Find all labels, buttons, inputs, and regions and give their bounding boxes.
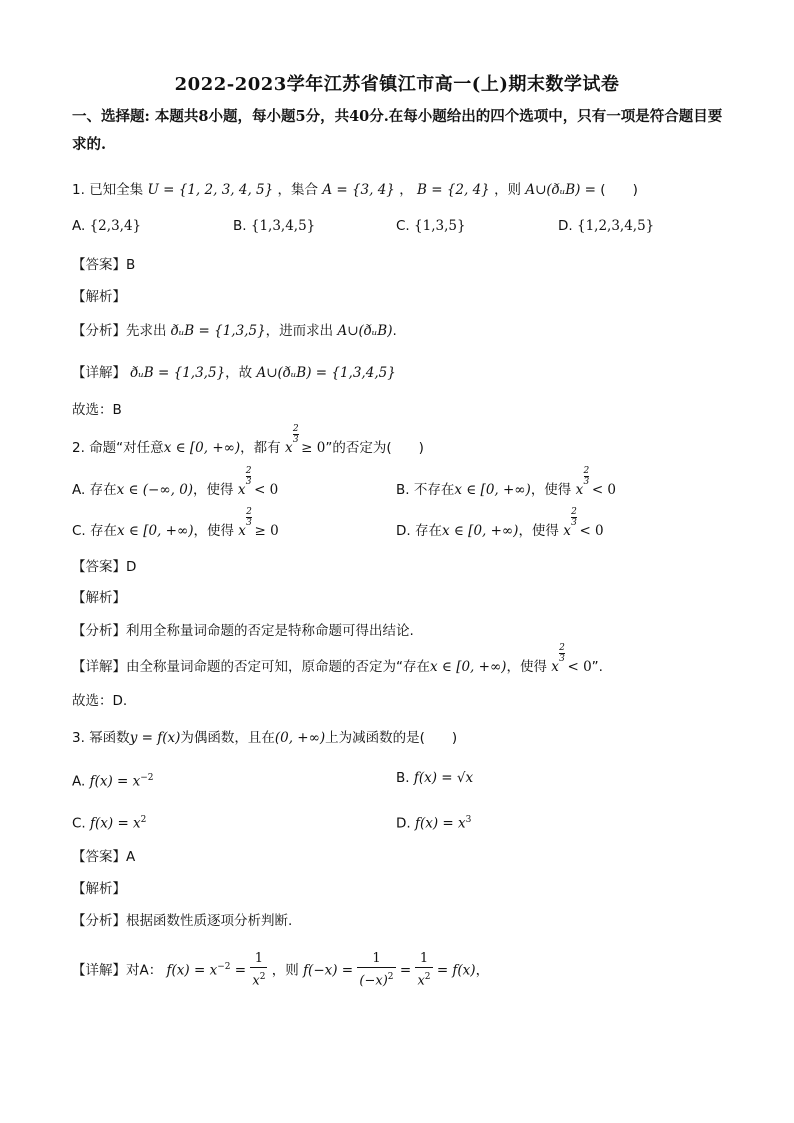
fraction-1-over-x2-b: $\frac{1}{x^2}$ [417, 950, 431, 989]
question-1-analysis-label: 【解析】 [72, 289, 126, 305]
question-3-option-a: A. $f(x) = x^{-2}$ [72, 773, 154, 790]
question-1-choice: 故选：B [72, 402, 122, 418]
question-3-option-c: C. $f(x) = x^2$ [72, 815, 147, 832]
page-title: 2022-2023学年江苏省镇江市高一(上)期末数学试卷 [174, 74, 620, 95]
question-1-option-c: C. {1,3,5} [396, 218, 466, 234]
question-2-fenxi: 【分析】利用全称量词命题的否定是特称命题可得出结论. [72, 623, 414, 639]
question-2-answer: 【答案】D [72, 559, 137, 575]
question-2-option-b: B. 不存在x ∈ [0, +∞)，使得 x 2 3 < 0 [396, 466, 617, 498]
question-1-option-b: B. {1,3,4,5} [233, 218, 316, 234]
section-heading: 一、选择题: 本题共8小题，每小题5分，共40分.在每小题给出的四个选项中，只有一项是符合题目要求的. [72, 108, 723, 153]
question-3-option-b: B. f(x) = √x [396, 770, 474, 786]
question-1-fenxi: 【分析】先求出 ðᵤB = {1,3,5}，进而求出 A∪(ðᵤB). [72, 323, 397, 339]
question-3-fenxi: 【分析】根据函数性质逐项分析判断. [72, 913, 293, 929]
question-2-analysis-label: 【解析】 [72, 590, 126, 606]
question-3-detail: 【详解】对A： $f(x) = x^{-2}$ = $\frac{1}{x^2}$ ，则 f(−x) = $\frac{1}{(-x)^2}$ = $\frac{1}{x^2}$ = f(x)， [72, 950, 490, 989]
question-1-option-a: A. {2,3,4} [72, 218, 142, 234]
question-2-option-c: C. 存在x ∈ [0, +∞)，使得 x 2 3 ≥ 0 [72, 507, 279, 539]
question-2-option-d: D. 存在x ∈ [0, +∞)，使得 x 2 3 < 0 [396, 507, 604, 539]
question-1-answer: 【答案】B [72, 257, 136, 273]
question-2-detail: 【详解】由全称量词命题的否定可知，原命题的否定为“存在x ∈ [0, +∞)，使得 x 2 3 < 0”. [72, 643, 603, 675]
question-1-detail: 【详解】 ðᵤB = {1,3,5}，故 A∪(ðᵤB) = {1,3,4,5} [72, 365, 396, 381]
fraction-1-over-x2: $\frac{1}{x^2}$ [252, 950, 266, 989]
question-3-stem: 3. 幂函数y = f(x)为偶函数，且在(0, +∞)上为减函数的是( ) [72, 730, 458, 746]
question-2-stem: 2. 命题“对任意x ∈ [0, +∞)，都有 x 2 3 ≥ 0”的否定为( ) [72, 424, 424, 456]
question-1-option-d: D. {1,2,3,4,5} [558, 218, 655, 234]
question-3-answer: 【答案】A [72, 849, 136, 865]
fraction-1-over-neg-x-squared: $\frac{1}{(-x)^2}$ [359, 950, 394, 989]
question-3-option-d: D. $f(x) = x^3$ [396, 815, 472, 832]
question-1-stem: 1. 已知全集 U = {1, 2, 3, 4, 5} ，集合 A = {3, 4} ， B = {2, 4} ，则 A∪(ðᵤB) = ( ) [72, 182, 638, 198]
question-2-option-a: A. 存在x ∈ (−∞, 0)，使得 x 2 3 < 0 [72, 466, 279, 498]
question-2-choice: 故选：D. [72, 693, 128, 709]
question-3-analysis-label: 【解析】 [72, 881, 126, 897]
